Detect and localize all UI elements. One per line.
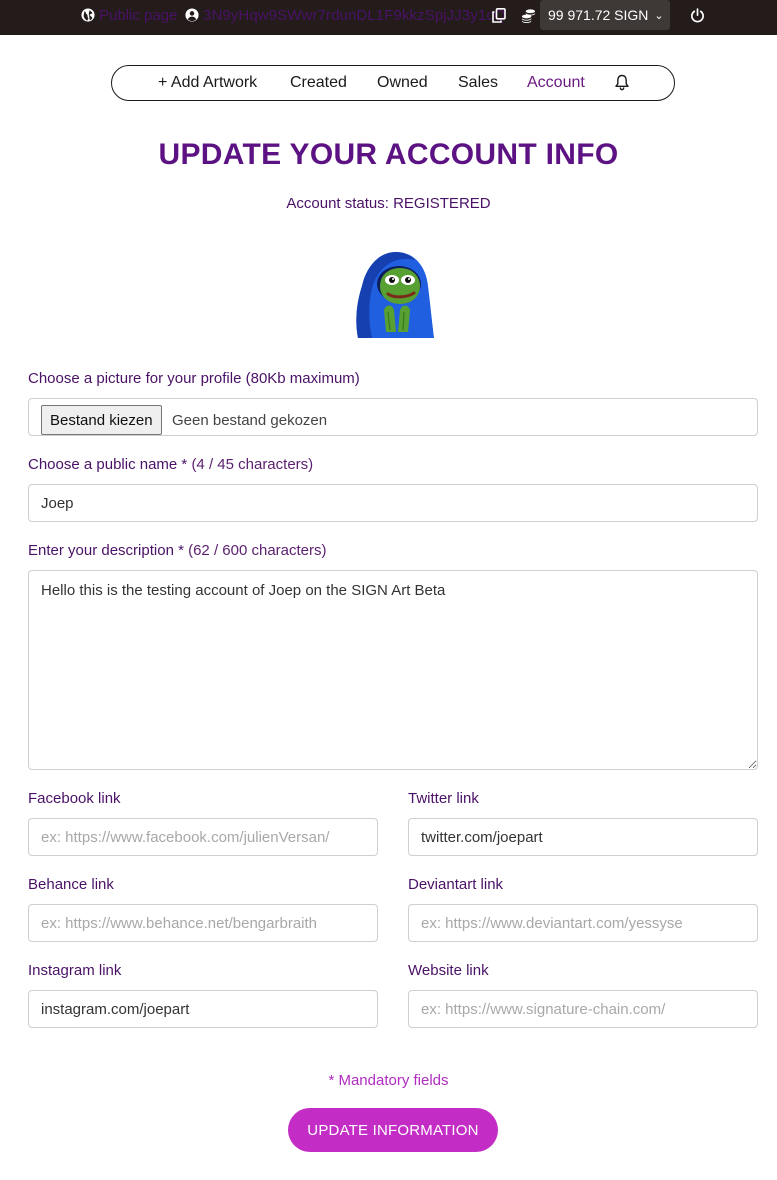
copy-icon xyxy=(492,8,506,23)
wallet-address-text: 3N9yHqw9SWwr7rdunDL1F9kkzSpjJJ3y1cQ xyxy=(203,6,506,24)
mandatory-fields-note: * Mandatory fields xyxy=(328,1072,449,1089)
name-label: Choose a public name * xyxy=(28,456,188,473)
page-title: UPDATE YOUR ACCOUNT INFO xyxy=(158,138,619,171)
twitter-input[interactable] xyxy=(408,818,758,856)
description-textarea[interactable] xyxy=(28,570,758,770)
picture-label: Choose a picture for your profile (80Kb maximum) xyxy=(28,370,360,387)
public-name-input[interactable] xyxy=(28,484,758,522)
name-label-row xyxy=(28,456,313,473)
chevron-down-icon: ⌄ xyxy=(654,9,664,22)
nav-owned[interactable]: Owned xyxy=(377,74,428,91)
choose-file-button[interactable]: Bestand kiezen xyxy=(41,405,162,435)
instagram-input[interactable] xyxy=(28,990,378,1028)
public-page-link[interactable] xyxy=(81,0,177,30)
nav-account[interactable]: Account xyxy=(527,74,585,91)
balance-value: 99 971.72 SIGN xyxy=(548,7,649,23)
behance-label: Behance link xyxy=(28,876,114,893)
globe-icon xyxy=(81,8,95,22)
twitter-label: Twitter link xyxy=(408,790,479,807)
user-circle-icon xyxy=(185,8,199,22)
website-label: Website link xyxy=(408,962,489,979)
bell-icon xyxy=(614,74,630,91)
power-icon xyxy=(690,8,705,23)
account-status: Account status: REGISTERED xyxy=(286,195,491,212)
coins-indicator xyxy=(521,0,536,30)
profile-picture-input xyxy=(28,398,758,436)
public-page-label: Public page xyxy=(99,6,178,24)
description-label-row xyxy=(28,542,327,559)
instagram-label: Instagram link xyxy=(28,962,122,979)
main-nav xyxy=(111,65,675,101)
nav-sales[interactable]: Sales xyxy=(458,74,499,91)
update-information-button[interactable]: UPDATE INFORMATION xyxy=(288,1108,498,1152)
wallet-address xyxy=(185,0,506,30)
deviantart-input[interactable] xyxy=(408,904,758,942)
facebook-label: Facebook link xyxy=(28,790,121,807)
balance-select[interactable] xyxy=(540,0,670,30)
notifications-button[interactable] xyxy=(614,74,630,96)
logout-button[interactable] xyxy=(690,0,705,30)
behance-input[interactable] xyxy=(28,904,378,942)
file-status: Geen bestand gekozen xyxy=(172,412,328,429)
deviantart-label: Deviantart link xyxy=(408,876,504,893)
name-char-count: (4 / 45 characters) xyxy=(191,456,314,473)
copy-address-button[interactable] xyxy=(492,0,506,30)
coins-icon xyxy=(521,8,536,23)
description-char-count: (62 / 600 characters) xyxy=(188,542,327,559)
nav-add-artwork[interactable]: + Add Artwork xyxy=(158,74,258,91)
nav-created[interactable]: Created xyxy=(290,74,347,91)
facebook-input[interactable] xyxy=(28,818,378,856)
top-bar xyxy=(0,0,777,35)
profile-avatar xyxy=(344,248,436,340)
website-input[interactable] xyxy=(408,990,758,1028)
pepe-hooded-avatar xyxy=(344,248,436,340)
description-label: Enter your description * xyxy=(28,542,184,559)
